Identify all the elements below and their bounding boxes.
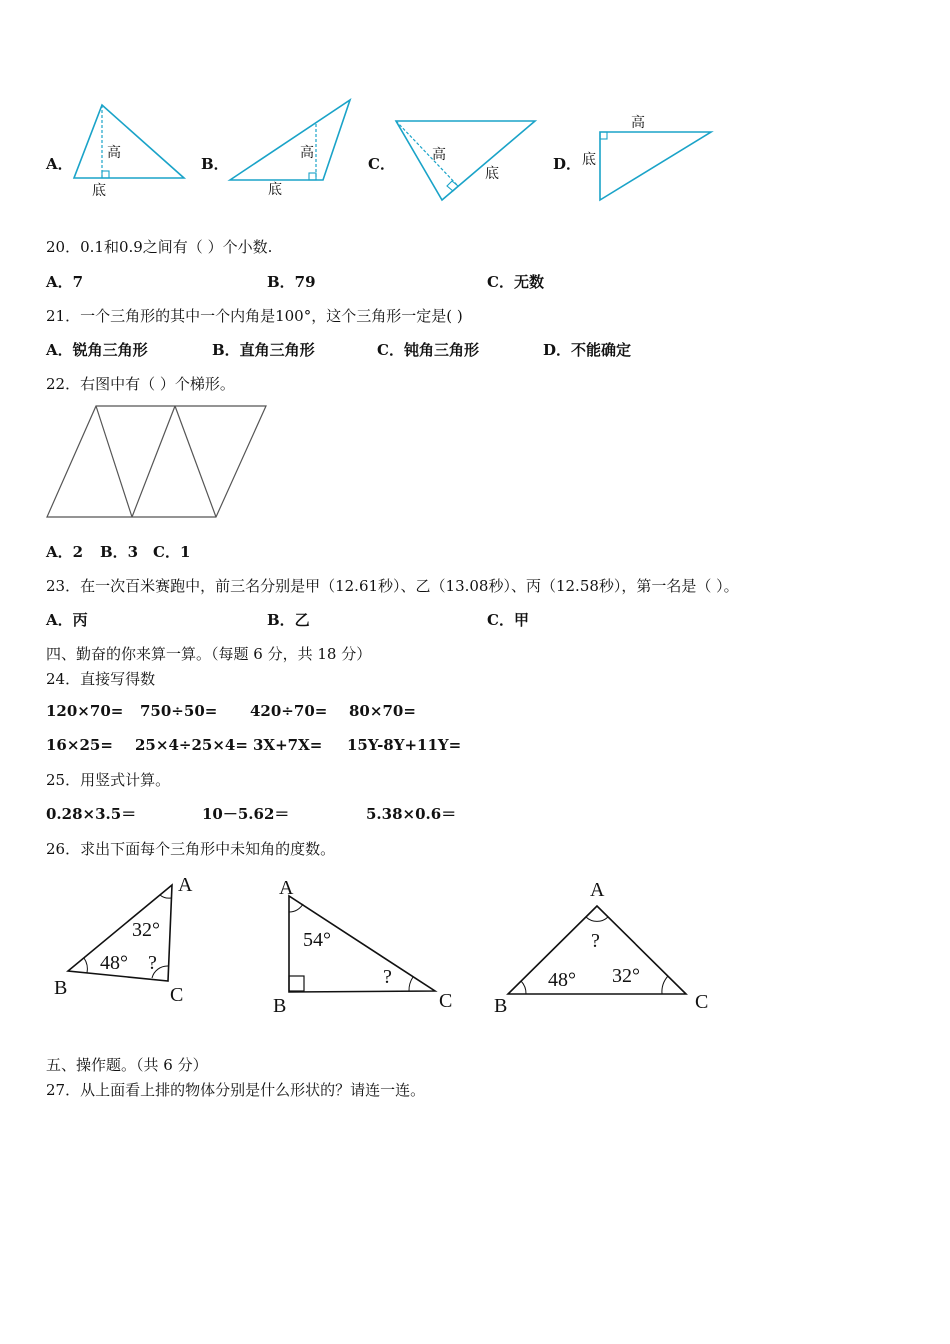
q19-c-base-label: 底 bbox=[485, 166, 499, 182]
q22-stem: 22．右图中有（ ）个梯形。 bbox=[46, 375, 235, 393]
q26-t1-angle-b: 48° bbox=[100, 952, 128, 974]
q19-d-base-label: 底 bbox=[582, 152, 596, 168]
q25-stem: 25．用竖式计算。 bbox=[46, 771, 171, 789]
q25-item3: 5.38×0.6＝ bbox=[366, 805, 457, 823]
q19-option-a-letter: A． bbox=[46, 155, 73, 173]
q24-row1-item3: 420÷70= bbox=[250, 702, 328, 720]
section5-title: 五、操作题。（共 6 分） bbox=[46, 1056, 208, 1074]
q22-option-b: B．3 bbox=[100, 543, 139, 561]
q19-option-d-letter: D． bbox=[553, 155, 582, 173]
q26-t3-angle-a: ? bbox=[591, 930, 600, 952]
q25-item2: 10－5.62＝ bbox=[202, 805, 290, 823]
q23-stem: 23．在一次百米赛跑中，前三名分别是甲（12.61秒）、乙（13.08秒）、丙（12.58秒），第一名是（ ）。 bbox=[46, 577, 739, 595]
q26-t3-label-c: C bbox=[695, 991, 709, 1013]
q26-t2-label-c: C bbox=[439, 990, 453, 1012]
q19-b-height-label: 高 bbox=[300, 145, 314, 161]
q24-row1-item2: 750÷50= bbox=[140, 702, 218, 720]
q24-stem: 24．直接写得数 bbox=[46, 670, 156, 688]
q26-stem: 26．求出下面每个三角形中未知角的度数。 bbox=[46, 840, 336, 858]
q20-option-c: C．无数 bbox=[487, 273, 544, 291]
q24-row1-item4: 80×70= bbox=[349, 702, 416, 720]
q19-a-height-label: 高 bbox=[107, 145, 121, 161]
q23-option-a: A．丙 bbox=[46, 611, 88, 629]
q24-row2-item4: 15Y-8Y+11Y= bbox=[347, 736, 462, 754]
q21-option-d: D．不能确定 bbox=[543, 341, 632, 359]
q24-row2-item2: 25×4÷25×4= bbox=[135, 736, 248, 754]
q19-option-b-letter: B． bbox=[201, 155, 229, 173]
q20-option-a: A．7 bbox=[46, 273, 84, 291]
q19-a-base-label: 底 bbox=[92, 183, 106, 199]
q26-t3-label-b: B bbox=[494, 995, 508, 1017]
q19-b-base-label: 底 bbox=[268, 182, 282, 198]
q23-option-b: B．乙 bbox=[267, 611, 310, 629]
q24-row2-item3: 3X+7X= bbox=[253, 736, 323, 754]
q26-t2-angle-a: 54° bbox=[303, 929, 331, 951]
q22-trapezoid-figure bbox=[46, 405, 268, 521]
q26-t1-angle-c: ? bbox=[148, 952, 157, 974]
q19-figure-b bbox=[228, 96, 358, 200]
q26-t1-angle-a: 32° bbox=[132, 919, 160, 941]
q19-figure-a bbox=[70, 100, 190, 200]
q21-option-a: A．锐角三角形 bbox=[46, 341, 148, 359]
section4-title: 四、勤奋的你来算一算。（每题 6 分，共 18 分） bbox=[46, 645, 372, 663]
q26-t2-angle-c: ? bbox=[383, 966, 392, 988]
q26-t3-angle-c: 32° bbox=[612, 965, 640, 987]
q26-t2-label-b: B bbox=[273, 995, 287, 1017]
q24-row1-item1: 120×70= bbox=[46, 702, 124, 720]
q26-triangle-1 bbox=[46, 870, 206, 1010]
q25-item1: 0.28×3.5＝ bbox=[46, 805, 137, 823]
q19-option-c-letter: C． bbox=[368, 155, 395, 173]
q26-triangle-2 bbox=[265, 870, 465, 1020]
q26-t3-angle-b: 48° bbox=[548, 969, 576, 991]
q19-figure-c bbox=[394, 118, 539, 204]
q26-t1-label-b: B bbox=[54, 977, 68, 999]
q26-t2-label-a: A bbox=[279, 877, 294, 899]
q27-stem: 27．从上面看上排的物体分别是什么形状的？请连一连。 bbox=[46, 1081, 426, 1099]
q23-option-c: C．甲 bbox=[487, 611, 529, 629]
q19-c-height-label: 高 bbox=[432, 147, 446, 163]
q21-stem: 21．一个三角形的其中一个内角是100°，这个三角形一定是( ) bbox=[46, 307, 463, 325]
q26-t1-label-a: A bbox=[178, 874, 193, 896]
q20-stem: 20．0.1和0.9之间有（ ）个小数. bbox=[46, 238, 273, 256]
q26-t3-label-a: A bbox=[590, 879, 605, 901]
q19-figure-d bbox=[582, 108, 716, 204]
q21-option-b: B．直角三角形 bbox=[212, 341, 315, 359]
q26-t1-label-c: C bbox=[170, 984, 184, 1006]
q19-d-height-label: 高 bbox=[631, 115, 645, 131]
q21-option-c: C．钝角三角形 bbox=[377, 341, 479, 359]
q22-option-c: C．1 bbox=[153, 543, 191, 561]
q22-option-a: A．2 bbox=[46, 543, 84, 561]
q24-row2-item1: 16×25= bbox=[46, 736, 113, 754]
q20-option-b: B．79 bbox=[267, 273, 316, 291]
q26-triangle-3 bbox=[490, 874, 720, 1020]
